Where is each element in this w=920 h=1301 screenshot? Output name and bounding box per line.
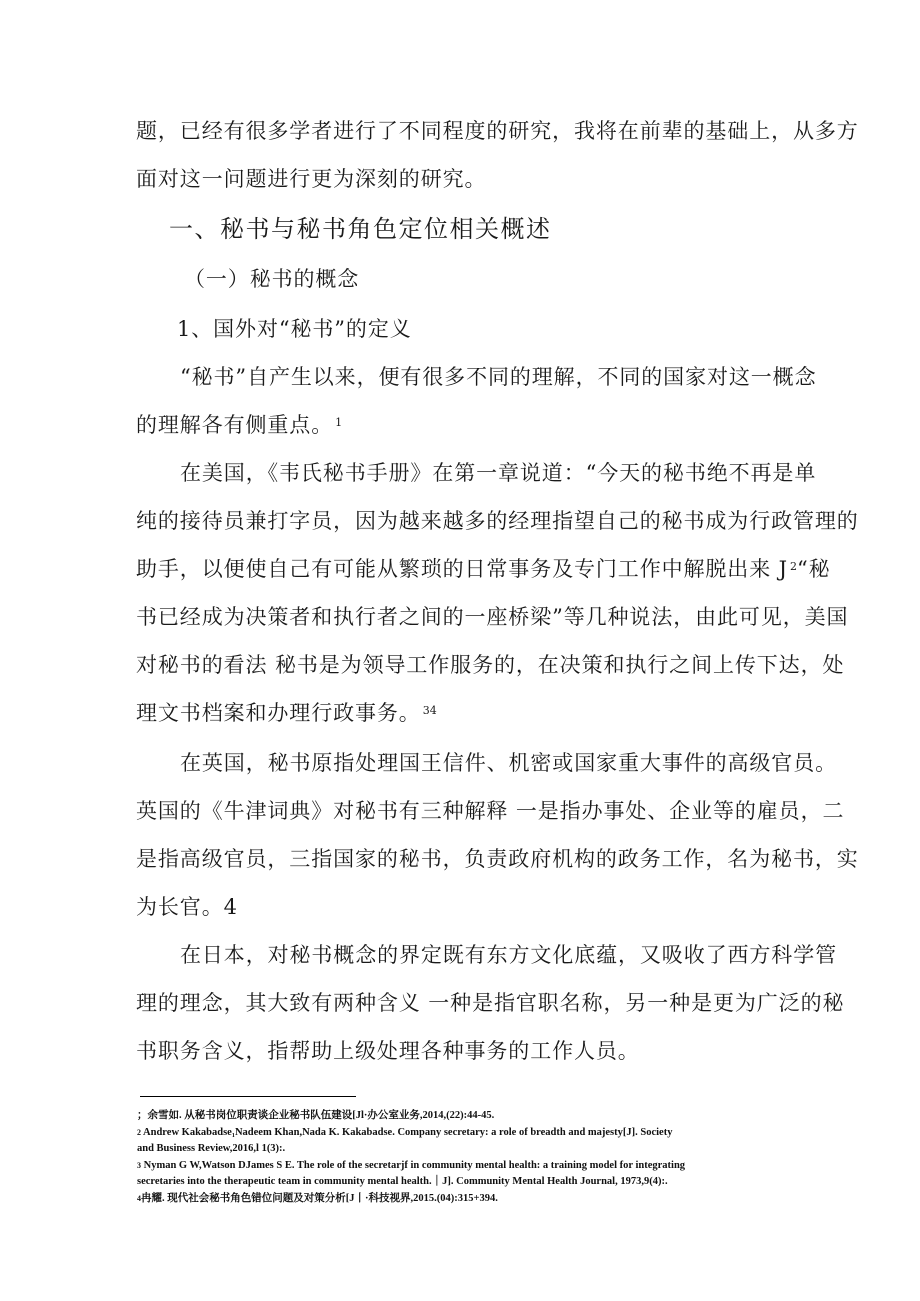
body-text: 理文书档案和办理行政事务。 xyxy=(136,701,421,725)
footnote-2-cont: and Business Review,2016,l 1(3):. xyxy=(137,1143,286,1154)
body-line: “秘书”自产生以来，便有很多不同的理解，不同的国家对这一概念 xyxy=(180,365,817,389)
footnote-text: Nyman G W,Watson DJames S E. The role of the secretarjf in community mental health: a training model for integrating xyxy=(143,1160,686,1171)
footnote-1: ；余雪如. 从秘书岗位职责谈企业秘书队伍建设[Jl·办公室业务,2014,(22):44-45. xyxy=(137,1110,495,1121)
body-line: 在日本，对秘书概念的界定既有东方文化底蕴，又吸收了西方科学管 xyxy=(180,943,837,967)
body-line: 面对这一问题进行更为深刻的研究。 xyxy=(136,167,487,191)
body-text: 助手，以便使自己有可能从繁琐的日常事务及专门工作中解脱出来 J xyxy=(136,557,788,581)
footnote-number: 3 xyxy=(137,1161,141,1170)
footnote-ref[interactable]: 34 xyxy=(422,704,437,717)
footnote-number: 2 xyxy=(137,1128,141,1137)
subsection-heading: （一）秘书的概念 xyxy=(184,267,360,291)
body-text: 的理解各有侧重点。 xyxy=(136,413,334,437)
footnote-number: 4 xyxy=(137,1194,141,1203)
footnote-divider xyxy=(140,1096,356,1097)
subsubsection-heading: 1、国外对“秘书”的定义 xyxy=(177,317,412,341)
body-line: 为长官。4 xyxy=(136,895,238,919)
body-line: 书已经成为决策者和执行者之间的一座桥梁”等几种说法，由此可见，美国 xyxy=(136,605,849,629)
body-line: 题，已经有很多学者进行了不同程度的研究，我将在前辈的基础上，从多方 xyxy=(136,119,859,143)
footnote-2 xyxy=(137,1125,672,1141)
body-line: 纯的接待员兼打字员，因为越来越多的经理指望自己的秘书成为行政管理的 xyxy=(136,509,859,533)
body-line: 英国的《牛津词典》对秘书有三种解释 一是指办事处、企业等的雇员，二 xyxy=(136,799,845,823)
section-heading: 一、秘书与秘书角色定位相关概述 xyxy=(169,215,552,243)
body-line: 是指高级官员，三指国家的秘书，负责政府机构的政务工作，名为秘书，实 xyxy=(136,847,859,871)
body-line: 理的理念，其大致有两种含义 一种是指官职名称，另一种是更为广泛的秘 xyxy=(136,991,845,1015)
body-line xyxy=(136,554,831,584)
footnote-text: Andrew Kakabadse₁Nadeem Khan,Nada K. Kakabadse. Company secretary: a role of breadth and majesty[J]. Society xyxy=(143,1127,673,1138)
footnote-ref[interactable]: 2 xyxy=(790,560,797,573)
body-line: 书职务含义，指帮助上级处理各种事务的工作人员。 xyxy=(136,1039,640,1063)
footnote-4 xyxy=(137,1191,498,1207)
footnote-3 xyxy=(137,1158,685,1174)
footnote-text: 冉耀. 现代社会秘书角色错位问题及对策分析[J丨·科技视界,2015.(04):315+394. xyxy=(141,1193,498,1204)
body-line: 在英国，秘书原指处理国王信件、机密或国家重大事件的高级官员。 xyxy=(180,751,837,775)
footnote-3-cont: secretaries into the therapeutic team in community mental health.｜J]. Community Mental Health Journal, 1973,9(4):. xyxy=(137,1176,668,1187)
body-line xyxy=(136,410,342,440)
body-line: 在美国，《韦氏秘书手册》在第一章说道：“今天的秘书绝不再是单 xyxy=(180,461,817,485)
body-line: 对秘书的看法 秘书是为领导工作服务的，在决策和执行之间上传下达，处 xyxy=(136,653,845,677)
body-text: “秘 xyxy=(797,557,831,581)
footnote-ref[interactable]: 1 xyxy=(335,416,343,429)
body-line xyxy=(136,698,437,728)
